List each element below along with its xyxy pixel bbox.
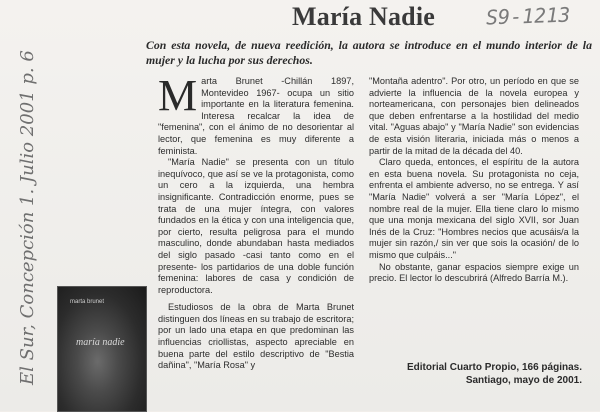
paragraph: arta Brunet -Chillán 1897, Montevideo 1967- ocupa un sitio importante en la literatura femenina. Interesa recalcar la idea de "femenina", con el ánimo de no desorientar al lector, que femenina es muy diferente a feminista. — [158, 76, 354, 156]
paragraph: "María Nadie" se presenta con un título inequívoco, que así se ve la protagonista, como un cero a la izquierda, una hembra insignificante. Contradicción enorme, pues se trata de una mujer íntegra, con valores fundados en la ética y con una inteligencia que, por cierto, resulta peligrosa para el mundo masculino, donde abundaban hasta mediados del siglo pasado -casi tanto como en el presente- los partidarios de una doble función femenina: labores de casa y condición de reproductora. — [158, 157, 354, 295]
paragraph: "Montaña adentro". Por otro, un período en que se advierte la influencia de la novela europea y norteamericana, con personajes bien delineados que deben enfrentarse a la hostilidad del medio vital. "Aguas abajo" y "María Nadie" son evidencias de esta visión literaria, iniciada más o menos a partir de la mitad de la década del 40. — [369, 76, 579, 156]
book-cover-author: marta brunet — [70, 299, 105, 305]
catalog-number: S9-1213 — [485, 2, 571, 30]
paragraph: No obstante, ganar espacios siempre exige un precio. El lector lo descubrirá (Alfredo Barría M.). — [369, 261, 579, 284]
drop-cap: M — [158, 71, 198, 120]
publication-info — [376, 361, 582, 387]
place-date-line: Santiago, mayo de 2001. — [465, 375, 582, 386]
article-title: María Nadie — [292, 2, 436, 31]
book-cover-image — [57, 286, 147, 412]
handwritten-side-note: El Sur, Concepción 1. Julio 2001 p. 6 — [17, 50, 38, 385]
article-column-1 — [158, 71, 354, 372]
article-column-2 — [369, 76, 579, 285]
paragraph: Claro queda, entonces, el espíritu de la autora en esta buena novela. Su protagonista no ceja, enfrenta el ambiente adverso, no se entrega. Y así "María Nadie" volverá a ser "María López", el nombre real de la mujer. Ella tiene claro lo mismo que una monja mexicana del siglo XVII, sor Juan Inés de la Cruz: "Hombres necios que acusáis/a la mujer sin razón,/ sin ver que sois la ocasión/ de lo mismo que culpáis..." — [369, 157, 579, 260]
publisher-line: Editorial Cuarto Propio, 166 páginas. — [406, 362, 582, 373]
book-cover-title: maría nadie — [76, 337, 125, 348]
paragraph: Estudiosos de la obra de Marta Brunet distinguen dos líneas en su trabajo de escritora; por un lado una etapa en que predominan las influencias criollistas, aspecto apreciable en buena parte del estilo descriptivo de "Bestia dañina", "María Rosa" y — [158, 302, 354, 371]
article-lead: Con esta novela, de nueva reedición, la autora se introduce en el mundo interior de la mujer y la lucha por sus derechos. — [146, 38, 592, 67]
